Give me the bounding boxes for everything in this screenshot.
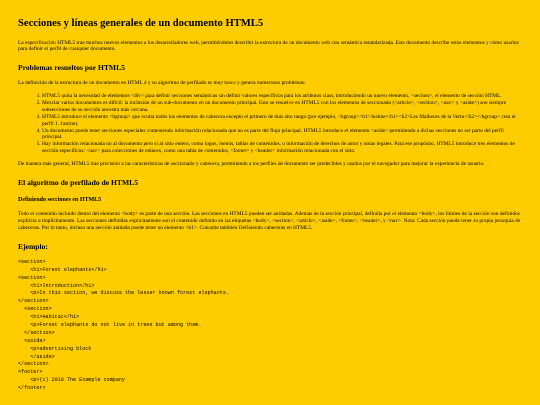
list-item: 5. Hay información relacionada no al documento pero sí al sitio entero, como logos, menús, tablas de contenidos, o información de derechos de autor y notas legales. Para ese propósito, HTML5 introduce tres elementos de sección específicos: <nav> para colecciones de enlaces, como una tabla de contenidos, <footer> y <header> información relacionada con el sitio.: [42, 141, 522, 155]
list-item: 1. HTML5 quita la necesidad de elementos <div> para definir secciones semánticas sin definir valores específicos para los atributos class, introduciendo un nuevo elemento, <section>, el elemento de sección HTML.: [42, 93, 522, 100]
list-item: 3. HTML5 introduce el elemento <hgroup> que oculta todos los elementos de cabecera excepto el primero de más alto rango (por ejemplo, <hgroup><h1>Justine</h1><h2>Les Malheurs de la Vertu</h2></hgroup> crea el perfil 1. Justine).: [42, 114, 522, 128]
problems-lead: La definición de la estructura de un documento en HTML 4 y su algoritmo de perfilado es muy tosco y genera numerosos problemas:: [18, 80, 306, 87]
problems-closing: De manera más general, HTML5 trae precisión a las características de seccionado y cabecera, permitiendo a los perfiles de documento ser predecibles y usados por el navegador para mejorar la experiencia de usuario.: [18, 161, 485, 168]
example-code-block: <section> <h1>Forest elephants</h1> <section> <h1>Introduction</h1> <p>In this section, we discuss the lesser known forest elephants. </section> <section> <h1>Habitat</h1> <p>Forest elephants do not live in trees but among them. </section> <aside> <p>advertising block </aside> </section> <footer> <p>(c) 2010 The Example company </footer>: [18, 258, 229, 392]
subheading-defining-sections: Definiendo secciones en HTML5: [18, 196, 102, 203]
list-item: 4. Un documento puede tener secciones especiales conteniendo información relacionada que no es parte del flujo principal. HTML5 introduce el elemento <aside> permitiendo a dichas secciones no ser parte del perfil principal.: [42, 128, 522, 142]
section-heading-algorithm: El algoritmo de perfilado de HTML5: [18, 178, 139, 188]
example-heading: Ejemplo:: [18, 242, 48, 252]
list-item: 2. Mezclar varios documentos es difícil: la inclusión de un sub-documento en un documento principal. Esto se resuelve en HTML5 con los elementos de seccionado (<article>, <section>, <nav> y <aside>) son siempre subsecciones de su sección ancestra más cercana.: [42, 100, 522, 114]
problems-list: [18, 93, 522, 155]
algorithm-body: Todo el contenido incluido dentro del elemento <body> es parte de una sección. Las secciones en HTML5 pueden ser anidadas. Además de la sección principal, definida por el elemento <body>, los límites de la sección son definidos explícita o implícitamente. Las secciones definidas explícitamente son el contenido definido en las etiquetas <body>, <section>, <article>, <aside>, <footer>, <header>, y <nav>. Nota: Cada sección puede tener su propia jerarquía de cabeceras. Por lo tanto, incluso una sección anidada puede tener un elemento <h1>. Consulte también Definiendo cabeceras en HTML5.: [18, 211, 521, 232]
section-heading-problems: Problemas resueltos por HTML5: [18, 63, 125, 73]
page-title: Secciones y líneas generales de un documento HTML5: [18, 18, 264, 29]
intro-paragraph: La especificación HTML5 trae muchos nuevos elementos a los desarrolladores web, permitiéndoles describir la estructura de un documento web con semántica estandarizada. Este documento describe estos elementos y cómo usarlos para definir el perfil de cualquier documento.: [18, 39, 519, 53]
